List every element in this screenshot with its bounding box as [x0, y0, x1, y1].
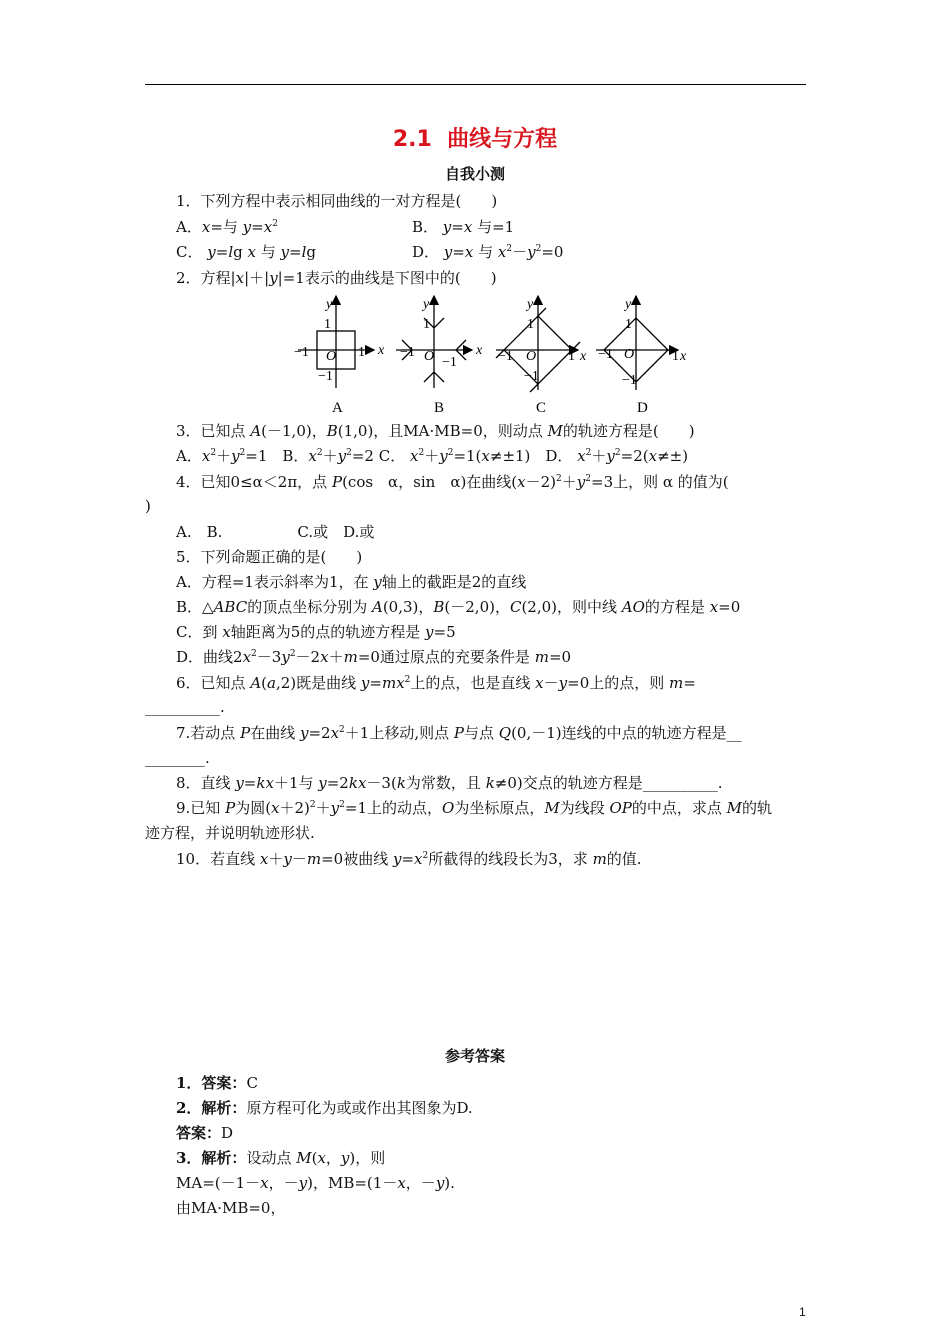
question-3-stem: 3．已知点 A(－1,0)，B(1,0)，且MA·MB=0，则动点 M的轨迹方程是( ): [176, 422, 695, 440]
question-4-options: A. B. C.或 D.或: [176, 523, 375, 541]
question-1-option-d: D． y=x 与 $x^2-y^2=0$: [412, 243, 564, 261]
svg-text:x: x: [580, 349, 587, 364]
page-title: 2.1 曲线与方程: [392, 127, 558, 152]
question-5-option-a: A．方程=1表示斜率为1，在 y轴上的截距是2的直线: [176, 573, 527, 591]
answer-3: 3．解析：设动点 M(x，y)，则: [176, 1149, 386, 1167]
svg-text:x: x: [680, 349, 687, 364]
answer-1: 1．答案：C: [176, 1074, 258, 1092]
svg-text:1: 1: [527, 317, 534, 332]
question-5-option-c: C．到 x轴距离为5的点的轨迹方程是 y=5: [176, 623, 456, 641]
question-9-stem: 9.已知 P为圆$(x+2)^2+y^2=1$上的动点，O为坐标原点，M为线段 OP的中点，求点 M的轨: [176, 799, 773, 817]
svg-text:−1: −1: [400, 345, 415, 360]
section-title: 自我小测: [444, 165, 505, 183]
question-10-stem: 10．若直线 x＋y－m=0被曲线 $y=x^2$所截得的线段长为3，求 m的值.: [176, 850, 642, 868]
svg-text:y: y: [423, 297, 430, 312]
question-6-blank: __________.: [145, 698, 225, 716]
question-1-option-b: B． y=x 与=1: [412, 218, 515, 236]
svg-text:x: x: [378, 343, 385, 358]
figure-label-b: B: [434, 400, 445, 416]
svg-text:O: O: [526, 349, 537, 364]
svg-text:−1: −1: [622, 373, 637, 388]
answer-3-line-3: 由MA·MB=0，: [176, 1199, 286, 1217]
figure-label-a: A: [332, 400, 343, 416]
svg-text:−1: −1: [318, 369, 333, 384]
svg-text:O: O: [326, 349, 337, 364]
svg-text:−1: −1: [294, 345, 309, 360]
svg-text:1: 1: [358, 345, 365, 360]
answers-heading: 参考答案: [444, 1047, 505, 1065]
question-2-figure: [292, 288, 692, 418]
question-2-stem: 2．方程|x|＋|y|=1表示的曲线是下图中的( ): [176, 269, 497, 287]
question-9-stem-cont: 迹方程，并说明轨迹形状.: [145, 824, 315, 842]
svg-text:x: x: [476, 343, 483, 358]
header-rule: [145, 84, 806, 85]
question-5-stem: 5．下列命题正确的是( ): [176, 548, 363, 566]
svg-text:O: O: [624, 347, 635, 362]
svg-text:y: y: [625, 297, 632, 312]
svg-text:1: 1: [568, 349, 575, 364]
question-4-stem-cont: ): [145, 497, 151, 515]
question-5-option-b: B．△ABC的顶点坐标分别为 A(0,3)，B(－2,0)，C(2,0)，则中线 AO的方程是 x=0: [176, 598, 741, 616]
answer-2: 2．解析：原方程可化为或或作出其图象为D.: [176, 1099, 473, 1117]
svg-text:O: O: [424, 349, 435, 364]
svg-text:−1: −1: [498, 349, 513, 364]
svg-text:1: 1: [324, 317, 331, 332]
question-3-options: A．$x^2+y^2=1$ B．$x^2+y^2=2$ C． $x^2+y^2=1(x\ne\pm 1)$ D． $x^2+y^2=2(x\ne\pm)$: [176, 447, 689, 465]
question-1-stem: 1．下列方程中表示相同曲线的一对方程是( ): [176, 192, 498, 210]
question-1-option-c: C． y=lg x 与 y=lg: [176, 243, 316, 261]
question-8-stem: 8．直线 y=kx＋1与 y=2kx－3(k为常数，且 k≠0)交点的轨迹方程是__________.: [176, 774, 723, 792]
svg-text:y: y: [326, 297, 333, 312]
figure-label-c: C: [536, 400, 547, 416]
svg-text:−1: −1: [598, 347, 613, 362]
question-6-stem: 6．已知点 A(a,2)既是曲线 $y=mx^2$上的点，也是直线 x－y=0上的点，则 m=: [176, 674, 696, 692]
svg-text:y: y: [527, 297, 534, 312]
question-5-option-d: D．曲线$2x^2-3y^2-2x+m=0$通过原点的充要条件是 m=0: [176, 648, 572, 666]
figure-label-d: D: [637, 400, 648, 416]
answer-2-result: 答案：D: [176, 1124, 234, 1142]
question-7-blank: ________.: [145, 749, 210, 767]
svg-text:1: 1: [625, 317, 632, 332]
page-number: 1: [799, 1305, 806, 1319]
question-1-option-a: A．x=与 $y=x^2$: [176, 218, 278, 236]
svg-text:1: 1: [423, 317, 430, 332]
question-4-stem: 4．已知0≤α＜2π，点 P(cos α，sin α)在曲线$(x-2)^2+y^2=3$上，则 α 的值为(: [176, 473, 729, 491]
answer-3-line-2: MA=(－1－x，－y)，MB=(1－x，－y).: [176, 1174, 455, 1192]
svg-text:1: 1: [672, 349, 679, 364]
svg-text:−1: −1: [442, 355, 457, 370]
svg-text:−1: −1: [524, 369, 539, 384]
question-7-stem: 7.若动点 P在曲线 $y=2x^2+1$上移动,则点 P与点 Q(0,－1)连线的中点的轨迹方程是__: [176, 724, 742, 742]
